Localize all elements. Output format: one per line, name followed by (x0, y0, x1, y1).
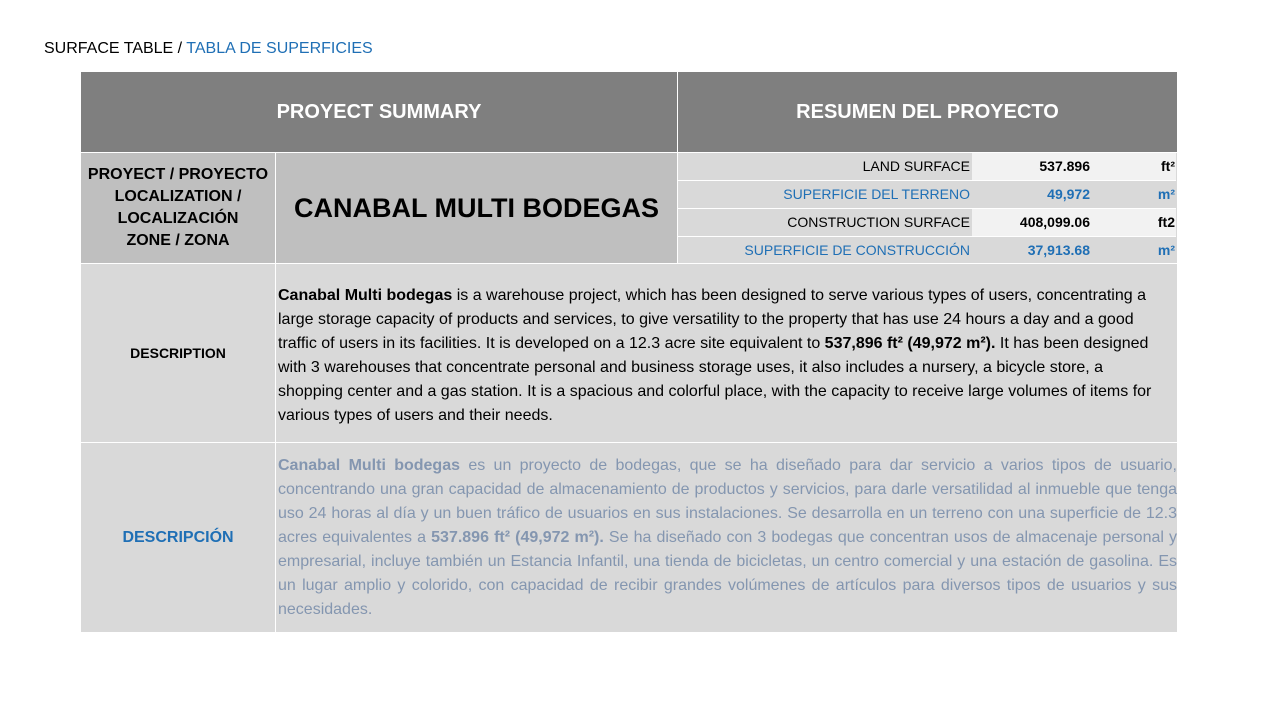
project-name: CANABAL MULTI BODEGAS (276, 153, 678, 264)
description-es-bold-area: 537.896 ft² (49,972 m²). (431, 529, 604, 546)
title-es: TABLA DE SUPERFICIES (186, 40, 373, 57)
description-en-bold-name: Canabal Multi bodegas (278, 287, 453, 304)
description-en-text-1: is a warehouse project, which has been designed to serve various types of users, concentrating a large storage capacity of products and services, to give versatility to the property that has use 24 hours a day and a good traffic of users in its facilities. It is developed on a 12.3 acre site equivalent to (278, 287, 1146, 352)
surface-row-construccion (678, 237, 1176, 264)
project-labels (81, 153, 276, 264)
description-en (276, 264, 1177, 443)
surface-table (81, 72, 1177, 632)
label-proyect: PROYECT / PROYECTO (87, 166, 269, 183)
description-es-bold-name: Canabal Multi bodegas (278, 457, 460, 474)
title-separator: / (173, 40, 187, 57)
surface-unit: ft2 (1092, 209, 1176, 236)
surface-row-terreno (678, 181, 1176, 209)
surfaces-block (678, 153, 1177, 264)
description-es-text-1: es un proyecto de bodegas, que se ha diseñado para dar servicio a varios tipos de usuario, concentrando una gran capacidad de almacenamiento de productos y servicios, para darle versatilidad al inmueble que tenga uso 24 horas al día y un buen tráfico de usuarios en sus instalaciones. Se desarrolla en un terreno con una superficie de 12.3 acres equivalentes a (278, 457, 1177, 546)
surface-label: SUPERFICIE DEL TERRENO (783, 186, 970, 202)
page-title (44, 40, 373, 58)
description-en-bold-area: 537,896 ft² (49,972 m²). (824, 335, 996, 352)
description-label-en: DESCRIPTION (81, 264, 276, 443)
surface-value: 37,913.68 (1027, 242, 1090, 258)
label-zone: ZONE / ZONA (126, 232, 230, 249)
label-localizacion: LOCALIZACIÓN (117, 210, 239, 227)
surface-label: CONSTRUCTION SURFACE (787, 214, 970, 230)
title-en: SURFACE TABLE (44, 40, 174, 57)
surface-label: LAND SURFACE (862, 158, 970, 174)
surface-unit: ft² (1092, 153, 1176, 180)
description-label-es: DESCRIPCIÓN (81, 443, 276, 632)
surface-value: 537.896 (972, 153, 1092, 180)
description-en-text-2: It has been designed with 3 warehouses that concentrate personal and business storage uses, it also includes a nursery, a bicycle store, a shopping center and a gas station. It is a spacious and colorful place, with the capacity to receive large volumes of items for various types of users and their needs. (278, 335, 1152, 424)
surface-row-construction (678, 209, 1176, 237)
surface-unit: m² (1157, 242, 1175, 258)
description-es-text-2: Se ha diseñado con 3 bodegas que concentran usos de almacenaje personal y empresarial, incluye también un Estancia Infantil, una tienda de bicicletas, un centro comercial y una estación de gasolina. Es un lugar amplio y colorido, con capacidad de recibir grandes volúmenes de artículos para diversos tipos de usuarios y sus necesidades. (278, 529, 1178, 618)
header-proyect-summary: PROYECT SUMMARY (81, 72, 678, 153)
header-resumen-proyecto: RESUMEN DEL PROYECTO (678, 72, 1177, 153)
description-es (276, 443, 1177, 632)
surface-unit: m² (1157, 186, 1175, 202)
surface-value: 408,099.06 (972, 209, 1092, 236)
surface-label: SUPERFICIE DE CONSTRUCCIÓN (744, 242, 970, 258)
surface-row-land (678, 153, 1176, 181)
label-localization: LOCALIZATION / (114, 188, 242, 205)
surface-value: 49,972 (1047, 186, 1090, 202)
